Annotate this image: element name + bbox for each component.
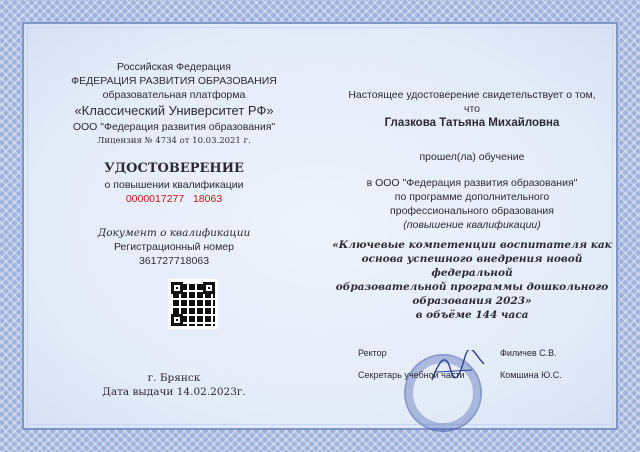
- doc-subtitle: о повышении квалификации: [104, 179, 244, 191]
- rector-label: Ректор: [358, 348, 387, 358]
- trained-text: прошел(ла) обучение: [419, 151, 525, 163]
- program-line-1: «Ключевые компетенции воспитателя как: [332, 239, 612, 251]
- country: Российская Федерация: [117, 61, 231, 73]
- person-name: Глазкова Татьяна Михайловна: [384, 117, 560, 129]
- program-line-2: основа успешного внедрения новой федеральной: [361, 253, 583, 279]
- company-name: ООО "Федерация развития образования": [72, 121, 276, 133]
- issuer-column: [24, 60, 324, 268]
- platform-label: образовательная платформа: [102, 89, 246, 101]
- reg-number: 361727718063: [138, 255, 210, 267]
- doc-type: Документ о квалификации: [97, 227, 251, 239]
- content-column: [324, 88, 620, 322]
- city: г. Брянск: [147, 372, 201, 384]
- secretary-name: Комшина Ю.С.: [500, 370, 562, 380]
- license-line: Лицензия № 4734 от 10.03.2021 г.: [97, 136, 251, 146]
- qr-code: [168, 279, 218, 329]
- doc-title: УДОСТОВЕРЕНИЕ: [104, 161, 244, 176]
- org-line-3: профессионального образования: [390, 205, 554, 217]
- program-line-4: образования 2023»: [412, 295, 532, 307]
- reg-label: Регистрационный номер: [114, 241, 234, 253]
- org-line-1: в ООО "Федерация развития образования": [366, 177, 578, 189]
- org-line-2: по программе дополнительного: [394, 191, 550, 203]
- program-line-3: образовательной программы дошкольного: [335, 281, 609, 293]
- federation-name: ФЕДЕРАЦИЯ РАЗВИТИЯ ОБРАЗОВАНИЯ: [71, 75, 277, 87]
- signature-image: [428, 350, 488, 386]
- intro-text-2: что: [463, 103, 480, 115]
- certificate-body: [22, 22, 618, 430]
- secretary-label: Секретарь учебной части: [358, 370, 465, 380]
- doc-number: 0000017277 18063: [125, 193, 223, 205]
- issue-date: Дата выдачи 14.02.2023г.: [102, 386, 246, 398]
- program-hours: в объёме 144 часа: [415, 309, 529, 321]
- org-line-4: (повышение квалификации): [403, 219, 541, 231]
- intro-text: Настоящее удостоверение свидетельствует о том,: [348, 89, 596, 101]
- rector-name: Филичев С.В.: [500, 348, 557, 358]
- university-name: «Классический Университет РФ»: [74, 103, 274, 118]
